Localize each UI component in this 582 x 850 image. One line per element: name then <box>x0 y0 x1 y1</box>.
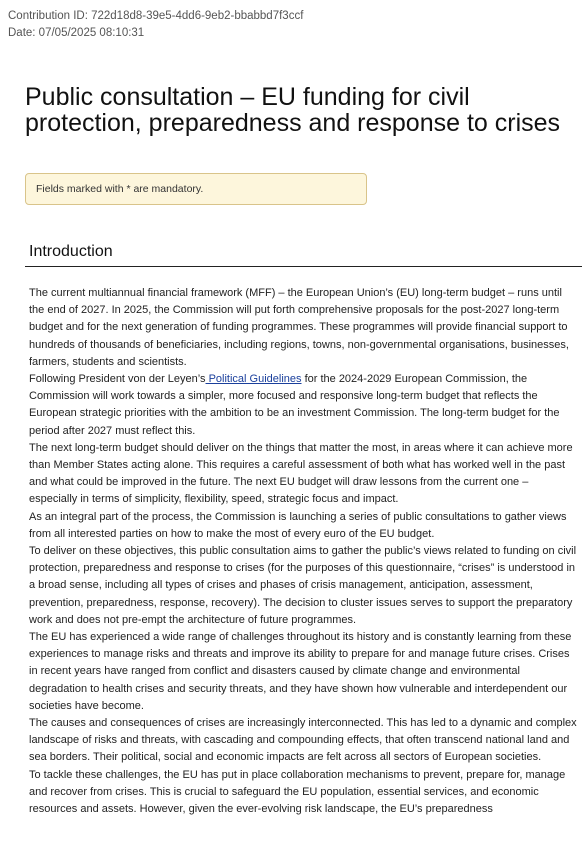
contribution-id: Contribution ID: 722d18d8-39e5-4dd6-9eb2-bbabbd7f3ccf <box>8 10 304 22</box>
paragraph-public-consultations: As an integral part of the process, the Commission is launching a series of public consultations to gather views from all interested parties on how to make the most of every euro of the EU budget. <box>29 510 567 540</box>
political-guidelines-link[interactable]: Political Guidelines <box>205 373 302 386</box>
mandatory-fields-notice: Fields marked with * are mandatory. <box>25 173 367 205</box>
introduction-body <box>29 285 577 818</box>
paragraph-mff: The current multiannual financial framework (MFF) – the European Union’s (EU) long-term budget – runs until the end of 2027. In 2025, the Commission will put forth comprehensive proposals for the post-2027 long-term budget and for the next generation of funding programmes. These programmes will provide financial support to hundreds of thousands of beneficiaries, including regions, towns, non-governmental organisations, businesses, farmers, students and scientists. <box>29 287 569 368</box>
paragraph-text: Following President von der Leyen’s <box>29 373 206 386</box>
paragraph-political-guidelines <box>29 371 577 440</box>
paragraph-collaboration: To tackle these challenges, the EU has put in place collaboration mechanisms to prevent, prepare for, manage and recover from crises. This is crucial to safeguard the EU population, essential services, and economic resources and assets. However, given the ever-evolving risk landscape, the EU’s preparedness <box>29 768 566 816</box>
paragraph-objectives: To deliver on these objectives, this public consultation aims to gather the public’s views related to funding on civil protection, preparedness and response to crises (for the purposes of this questionnaire, “crises” is understood in a broad sense, including all types of crises and phases of crisis management, anticipation, assessment, prevention, preparedness, response, recovery). The decision to cluster issues serves to support the preparatory work and does not pre-empt the architecture of future programmes. <box>29 545 577 626</box>
contribution-date: Date: 07/05/2025 08:10:31 <box>8 27 145 39</box>
paragraph-next-budget: The next long-term budget should deliver on the things that matter the most, in areas where it can achieve more than Member States acting alone. This requires a careful assessment of both what has worked well in the past and what could be improved in the future. The next EU budget will draw lessons from the current one – especially in terms of simplicity, flexibility, speed, strategic focus and impact. <box>29 441 573 506</box>
section-divider <box>25 266 582 267</box>
section-heading-introduction: Introduction <box>29 243 113 260</box>
page-title: Public consultation – EU funding for civil protection, preparedness and response to crises <box>25 83 561 137</box>
paragraph-text: for the 2024-2029 European Commission, the Commission will work towards a simpler, more focused and responsive long-term budget that reflects the European strategic priorities with the ambition to be an investment Commission. The long-term budget for the period after 2027 must reflect this. <box>29 373 560 437</box>
paragraph-causes: The causes and consequences of crises are increasingly interconnected. This has led to a dynamic and complex landscape of risks and threats, with cascading and compounding effects, that often transcend national land and sea borders. Their political, social and economic impacts are felt across all sectors of European societies. <box>29 717 577 764</box>
paragraph-challenges: The EU has experienced a wide range of challenges throughout its history and is constantly learning from these experiences to manage risks and threats and improve its ability to prepare for and manage future crises. Crises in recent years have ranged from conflict and disasters caused by climate change and environmental degradation to health crises and security threats, and they have shown how vulnerable and interdependent our societies have become. <box>29 631 572 712</box>
contribution-meta <box>8 8 303 42</box>
